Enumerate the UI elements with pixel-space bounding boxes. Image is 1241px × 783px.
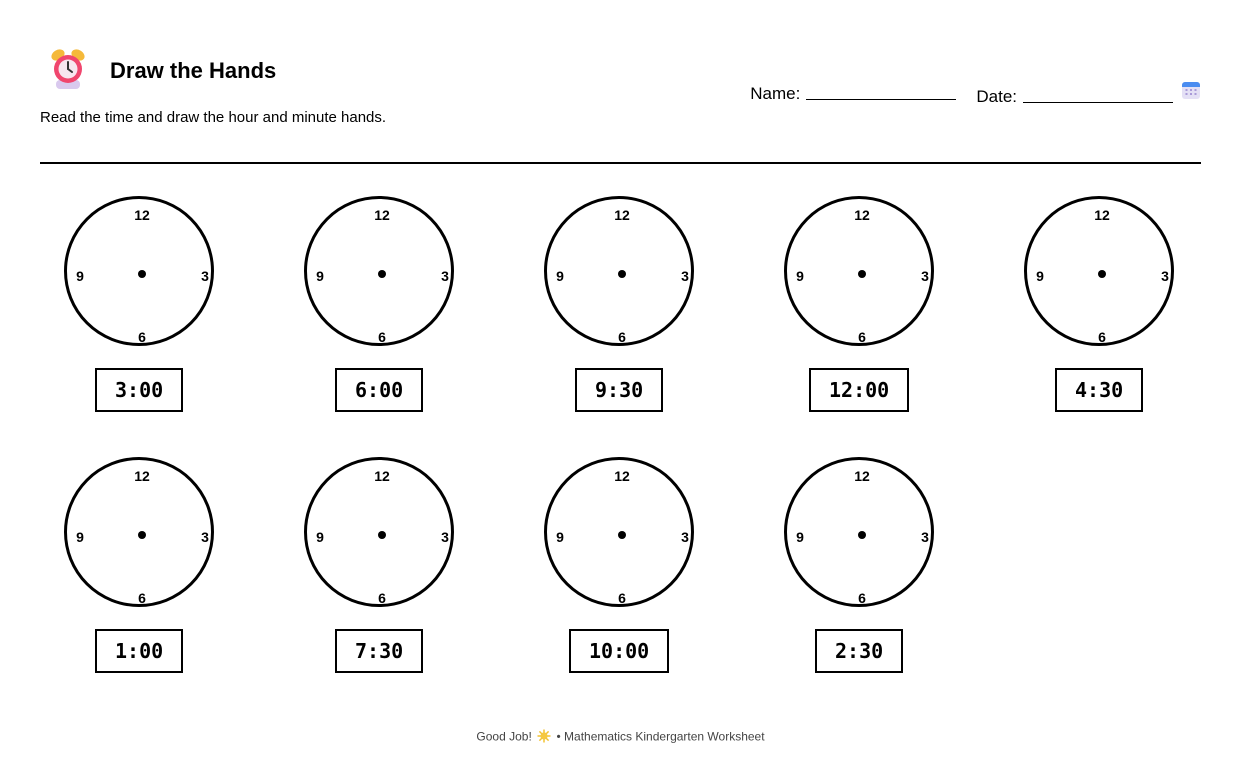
clock-number-6: 6 <box>138 590 146 606</box>
clock-center-dot <box>618 270 626 278</box>
footer-text-right: • Mathematics Kindergarten Worksheet <box>556 729 765 744</box>
time-label-box <box>335 368 423 412</box>
clock-number-6: 6 <box>1098 329 1106 345</box>
clock-face[interactable] <box>544 457 694 607</box>
clock-face[interactable] <box>784 457 934 607</box>
instructions: Read the time and draw the hour and minute hands. <box>40 109 387 126</box>
date-line[interactable] <box>1023 102 1173 103</box>
worksheet-header <box>40 44 1201 164</box>
clock-face[interactable] <box>784 196 934 346</box>
clock-number-6: 6 <box>378 329 386 345</box>
time-label-box <box>569 629 669 673</box>
time-label-box <box>809 368 909 412</box>
clock-number-6: 6 <box>858 329 866 345</box>
clock-number-9: 9 <box>556 529 564 545</box>
name-line[interactable] <box>806 99 956 100</box>
time-label-box <box>95 629 183 673</box>
clock-center-dot <box>618 531 626 539</box>
date-label: Date: <box>976 87 1017 106</box>
time-label: 9:30 <box>595 378 644 402</box>
clock-face[interactable] <box>64 196 214 346</box>
clock-number-9: 9 <box>76 268 84 284</box>
clock-number-9: 9 <box>796 529 804 545</box>
time-label: 10:00 <box>589 639 650 663</box>
clock-number-3: 3 <box>921 268 929 284</box>
title-row <box>50 48 276 90</box>
clock-number-12: 12 <box>614 468 630 484</box>
clock-center-dot <box>1098 270 1106 278</box>
clock-number-3: 3 <box>441 268 449 284</box>
clock-number-12: 12 <box>854 207 870 223</box>
clock-number-3: 3 <box>921 529 929 545</box>
clock-face[interactable] <box>64 457 214 607</box>
time-label: 1:00 <box>115 639 164 663</box>
clock-number-9: 9 <box>316 268 324 284</box>
clock-center-dot <box>858 270 866 278</box>
clock-number-3: 3 <box>681 268 689 284</box>
clock-number-12: 12 <box>134 468 150 484</box>
clock-number-12: 12 <box>1094 207 1110 223</box>
clock-number-12: 12 <box>374 468 390 484</box>
clock-number-12: 12 <box>854 468 870 484</box>
time-label: 6:00 <box>355 378 404 402</box>
alarm-clock-icon <box>50 48 86 90</box>
calendar-icon <box>1181 80 1201 105</box>
time-label-box <box>95 368 183 412</box>
clock-number-6: 6 <box>378 590 386 606</box>
name-field[interactable] <box>750 84 956 104</box>
student-fields <box>750 80 1201 104</box>
clock-number-3: 3 <box>201 268 209 284</box>
time-label: 3:00 <box>115 378 164 402</box>
clock-center-dot <box>378 270 386 278</box>
footer-text-left: Good Job! <box>476 729 532 744</box>
clock-number-9: 9 <box>316 529 324 545</box>
clock-number-12: 12 <box>374 207 390 223</box>
time-label: 2:30 <box>835 639 884 663</box>
time-label: 7:30 <box>355 639 404 663</box>
clock-number-9: 9 <box>556 268 564 284</box>
clock-number-3: 3 <box>441 529 449 545</box>
time-label-box <box>335 629 423 673</box>
time-label-box <box>815 629 903 673</box>
header-divider <box>40 162 1201 164</box>
clock-center-dot <box>138 531 146 539</box>
clock-number-12: 12 <box>134 207 150 223</box>
page-title: Draw the Hands <box>110 58 277 83</box>
clock-number-12: 12 <box>614 207 630 223</box>
clock-number-3: 3 <box>681 529 689 545</box>
clock-number-9: 9 <box>1036 268 1044 284</box>
clock-number-6: 6 <box>858 590 866 606</box>
clock-number-3: 3 <box>1161 268 1169 284</box>
clock-number-6: 6 <box>138 329 146 345</box>
name-label: Name: <box>750 84 801 103</box>
clock-number-9: 9 <box>76 529 84 545</box>
clock-number-6: 6 <box>618 329 626 345</box>
time-label-box <box>1055 368 1143 412</box>
sun-icon <box>537 729 551 746</box>
clock-center-dot <box>138 270 146 278</box>
clock-face[interactable] <box>304 457 454 607</box>
clock-face[interactable] <box>304 196 454 346</box>
clock-number-6: 6 <box>618 590 626 606</box>
clock-number-9: 9 <box>796 268 804 284</box>
clock-center-dot <box>858 531 866 539</box>
time-label: 12:00 <box>829 378 890 402</box>
clock-face[interactable] <box>544 196 694 346</box>
time-label-box <box>575 368 663 412</box>
clock-center-dot <box>378 531 386 539</box>
date-field[interactable] <box>976 80 1201 107</box>
time-label: 4:30 <box>1075 378 1124 402</box>
footer <box>0 729 1241 746</box>
clock-number-3: 3 <box>201 529 209 545</box>
clock-face[interactable] <box>1024 196 1174 346</box>
